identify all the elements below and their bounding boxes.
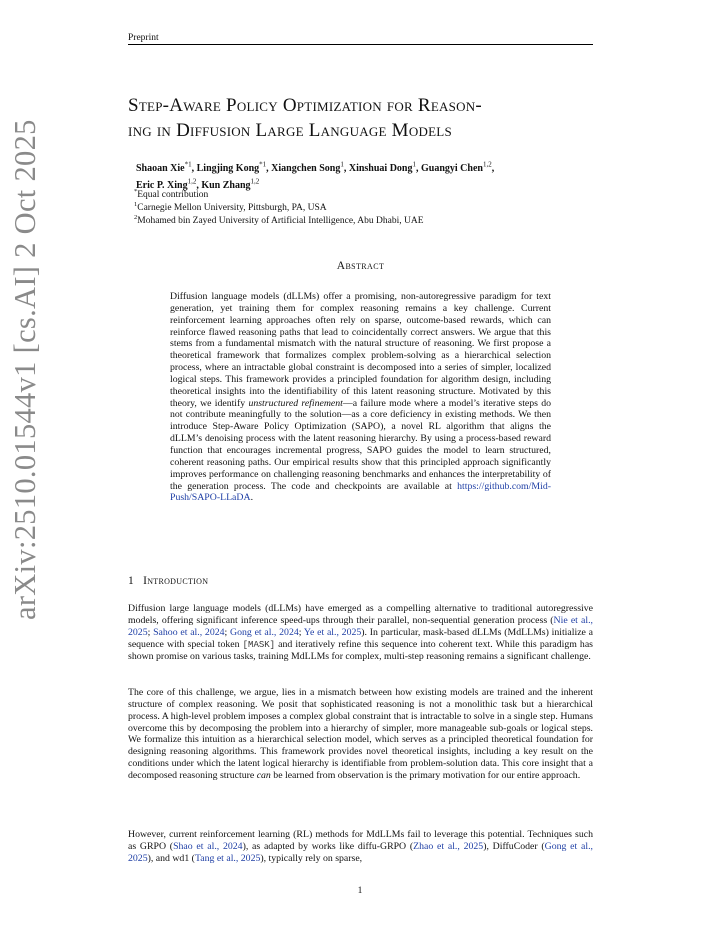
author: Kun Zhang$^{1,2}$ [201,177,260,191]
page-number: 1 [357,886,363,896]
citation-link[interactable]: Gong et al., 2025 [128,840,593,864]
author: Xinshuai Dong$^1$, [348,161,421,175]
running-header: Preprint [128,33,593,45]
abstract-heading: Abstract [336,260,385,272]
affiliation-1: $^1$Carnegie Mellon University, Pittsburgh, PA, USA [134,201,327,214]
paper-title-line-2: ing in Diffusion Large Language Models [128,120,452,141]
intro-paragraph-3: However, current reinforcement learning (RL) methods for MdLLMs fail to leverage this potential. Techniques such as GRPO (Shao et al., 2024), as adapted by works like diffu-GRPO (Zhao et al., 2025), DiffuCoder (Gong et al., 2025), and wd1 (Tang et al., 2025), typically rely on sparse, [128,829,593,864]
citation-link[interactable]: Sahoo et al., 2024 [153,626,225,638]
citation-link[interactable]: Ye et al., 2025 [303,626,362,638]
author: Guangyi Chen$^{1,2}$, [420,161,495,175]
author: Xiangchen Song$^1$, [271,161,349,175]
paper-title [128,93,598,143]
abstract-text: Diffusion language models (dLLMs) offer a promising, non-autoregressive paradigm for text generation, yet training them for complex reasoning remains a key challenge. Current reinforcement learning approaches often rely on sparse, outcome-based rewards, which can reinforce flawed reasoning paths that lead to coincidentally correct answers. We argue that this stems from a fundamental mismatch with the natural structure of reasoning. We first propose a theoretical framework that formalizes complex problem-solving as a hierarchical selection process, where an intractable global constraint is decomposed into a series of simpler, localized logical steps. This framework provides a principled foundation for algorithm design, including theoretical insights into the identifiability of this latent reasoning structure. Motivated by this theory, we identify unstructured refinement—a failure mode where a model’s iterative steps do not contribute meaningfully to the solution—as a core deficiency in existing methods. We then introduce Step-Aware Policy Optimization (SAPO), a novel RL algorithm that aligns the dLLM’s denoising process with the latent reasoning hierarchy. By using a process-based reward function that encourages incremental progress, SAPO guides the model to learn structured, coherent reasoning paths. Our empirical results show that this principled approach significantly improves performance on challenging reasoning benchmarks and enhances the interpretability of the generation process. The code and checkpoints are available at https://github.com/Mid-Push/SAPO-LLaDA. [170,291,552,504]
arxiv-identifier-stamp: arXiv:2510.01544v1 [cs.AI] 2 Oct 2025 [8,119,42,620]
emphasis: can [256,769,271,781]
section-heading: 1 Introduction [128,575,209,587]
citation-link[interactable]: Gong et al., 2024 [230,626,299,638]
intro-paragraph-1: Diffusion large language models (dLLMs) have emerged as a compelling alternative to traditional autoregressive models, offering significant inference speed-ups through their parallel, non-sequential generation process (Nie et al., 2025; Sahoo et al., 2024; Gong et al., 2024; Ye et al., 2025). In particular, mask-based dLLMs (MdLLMs) initialize a sequence with special token [MASK] and iteratively refine this sequence into coherent text. While this paradigm has shown promise on various tasks, training MdLLMs for complex, multi-step reasoning remains a significant challenge. [128,603,594,663]
author: Eric P. Xing$^{1,2}$, [136,177,202,191]
author: Shaoan Xie$^{*1}$, [136,161,197,175]
equal-contribution-note: *Equal contribution [134,188,209,201]
mask-token: [MASK] [242,639,276,650]
citation-link[interactable]: Shao et al., 2024 [173,840,243,852]
affiliation-2: $^2$Mohamed bin Zayed University of Artificial Intelligence, Abu Dhabi, UAE [134,214,424,227]
emphasis: unstructured refinement [248,397,343,409]
citation-link[interactable]: Tang et al., 2025 [194,852,261,864]
citation-link[interactable]: Nie et al., 2025 [128,614,593,638]
citation-link[interactable]: Zhao et al., 2025 [413,840,484,852]
code-repository-link[interactable]: https://github.com/Mid-Push/SAPO-LLaDA [170,480,551,504]
author: Lingjing Kong$^{*1}$, [196,161,272,175]
intro-paragraph-2: The core of this challenge, we argue, lies in a mismatch between how existing models are trained and the inherent structure of complex reasoning. We posit that sophisticated reasoning is not a monolithic task but a hierarchical process. A high-level problem imposes a complex global constraint that is intractable to solve in a single step. Humans overcome this by decomposing the problem into a hierarchy of simpler, more manageable sub-goals or logical steps. We formalize this intuition as a hierarchical selection model, which serves as a principled theoretical foundation for designing reasoning algorithms. This framework provides novel theoretical insights, including a key result on the conditions under which the latent logical hierarchy is identifiable from problem-solution data. This core insight that a decomposed reasoning structure can be learned from observation is the primary motivation for our entire approach. [128,687,593,781]
paper-title-line-1: Step-Aware Policy Optimization for Reason- [128,95,483,116]
